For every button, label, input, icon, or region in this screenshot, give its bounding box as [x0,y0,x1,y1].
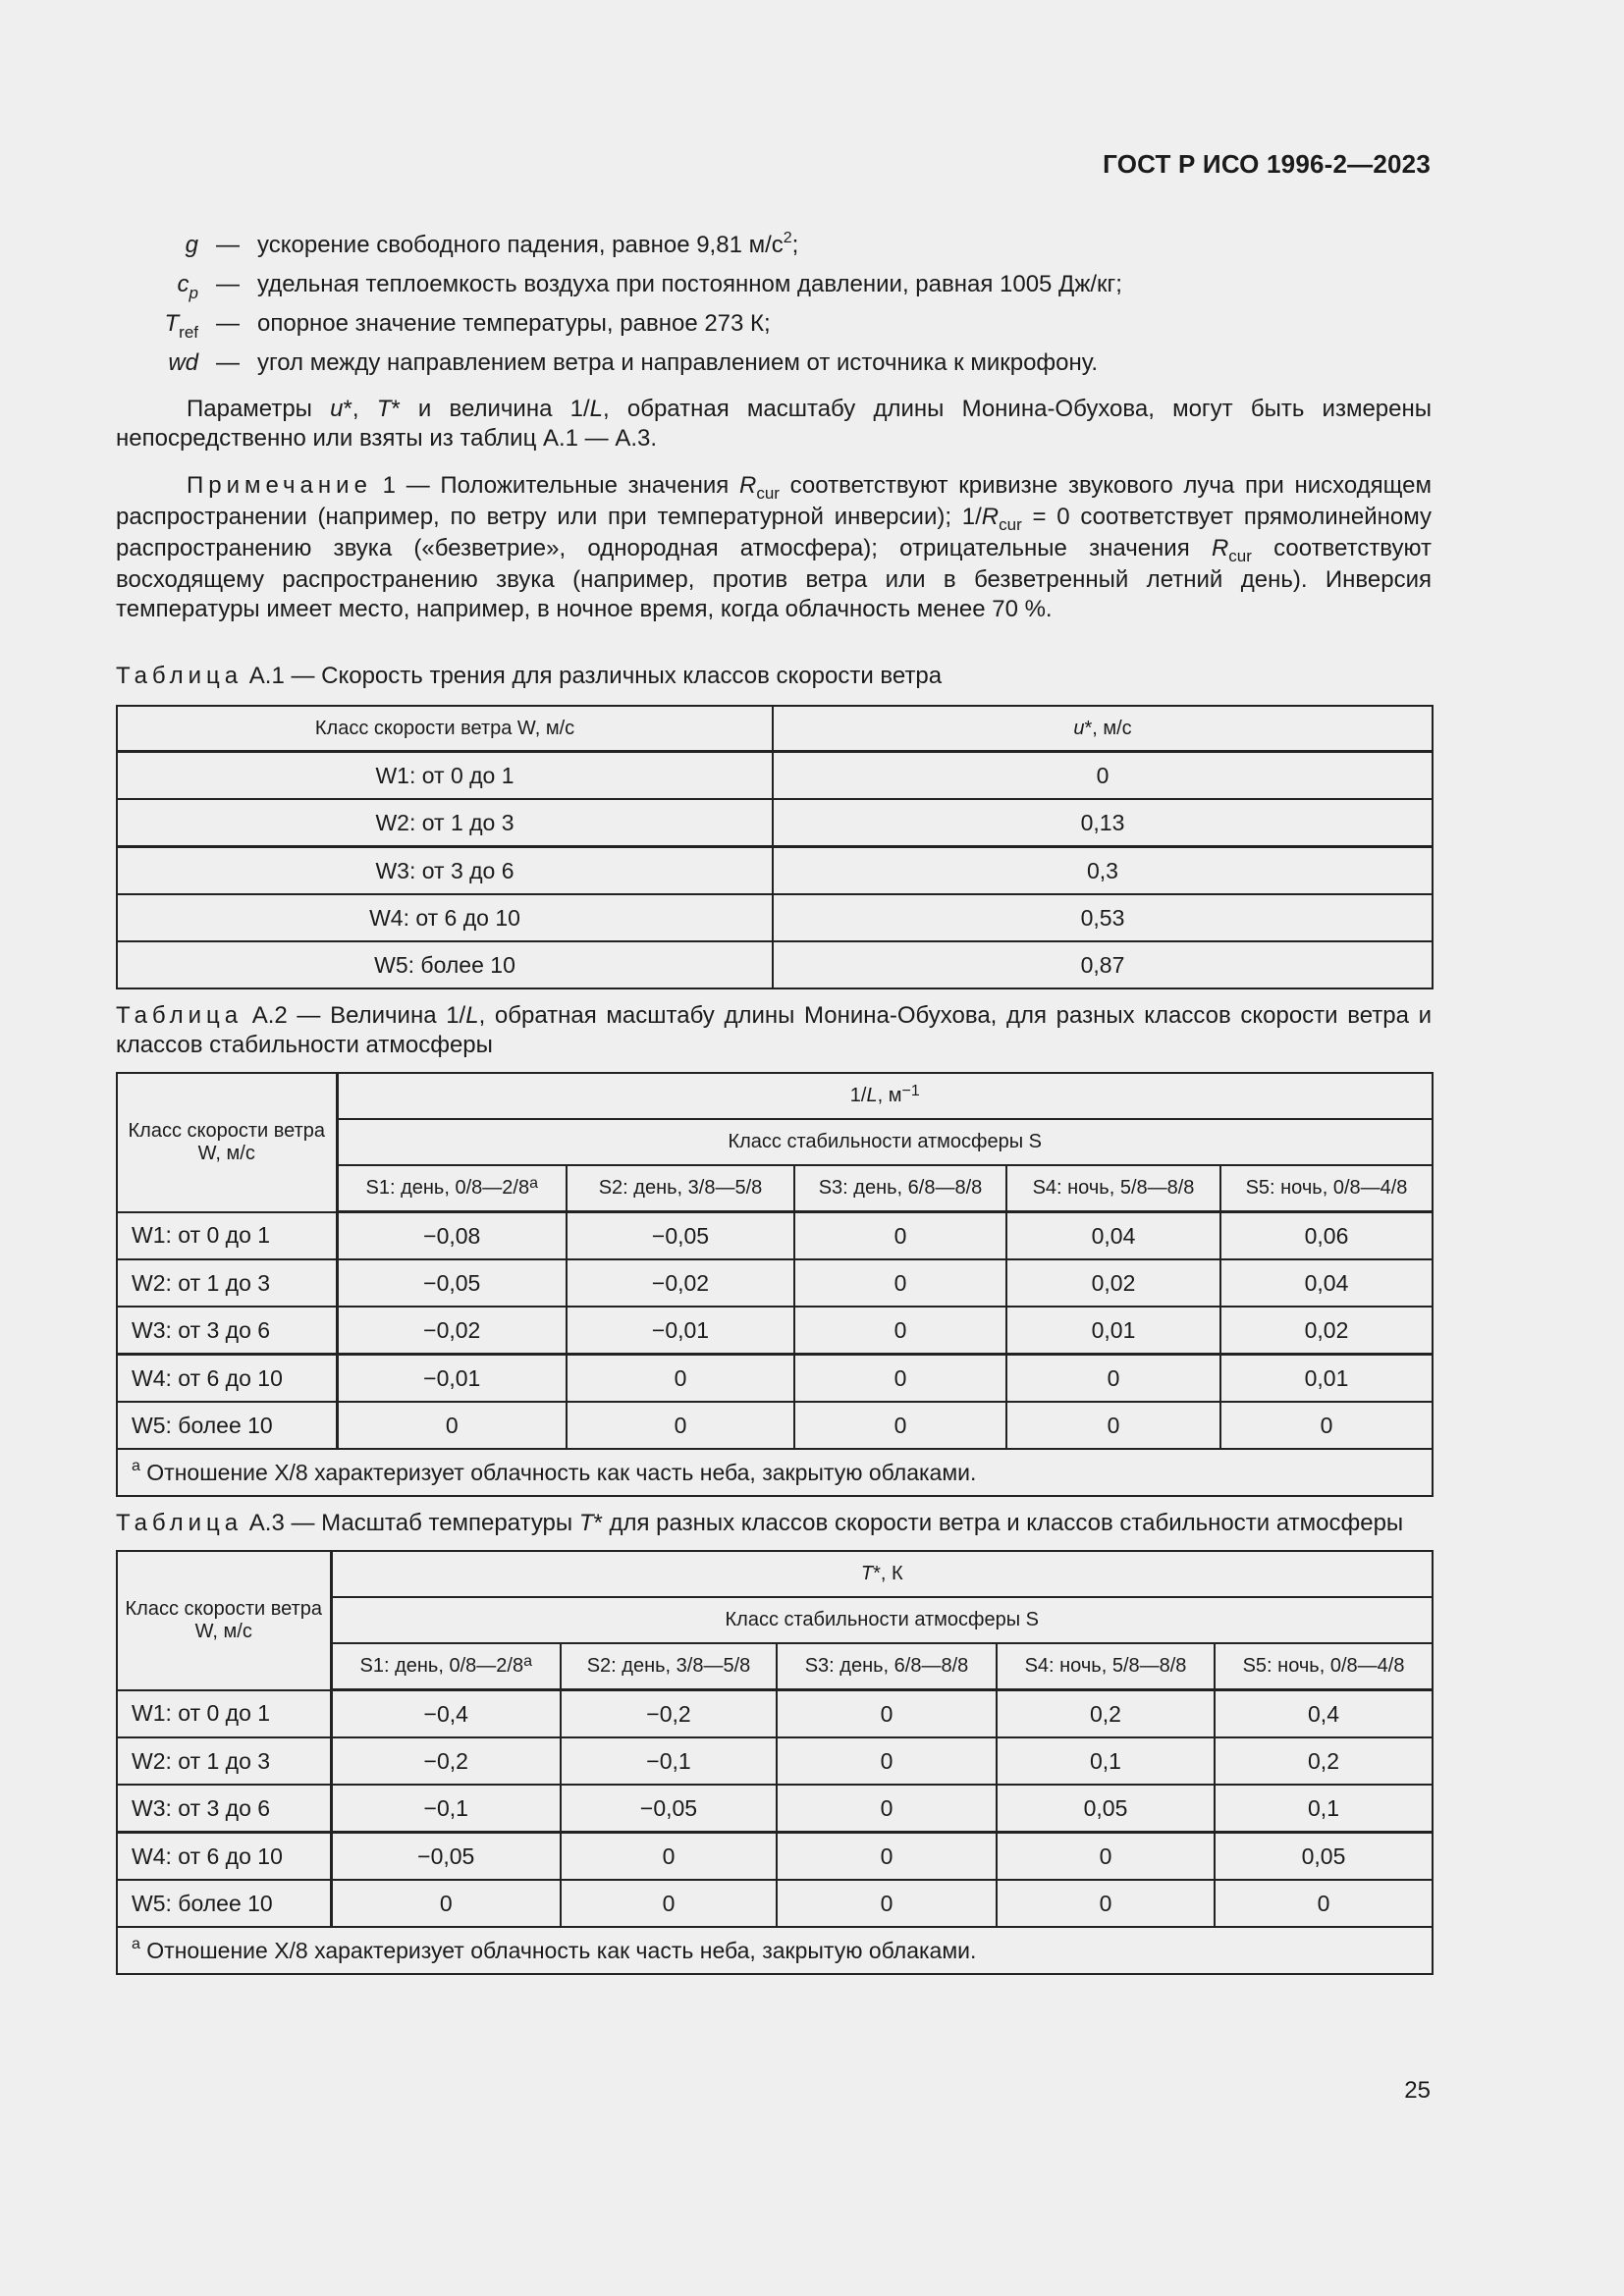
table-cell: −0,02 [337,1307,567,1355]
definition-cp [116,271,1432,310]
page-number: 25 [1404,2077,1431,2104]
note-1: Примечание 1 — Положительные значения $R_{cur}$ соответствуют кривизне звукового луча при нисходящем распространении (например, по ветру или при температурной инверсии); $1/R_{cur} = 0$ соответствует прямолинейному распространению звука («безветрие», однородная атмосфера); отрицательные значения $R_{cur}$ соответствуют восходящему распространению звука (например, против ветра или в безветренный летний день). Инверсия температуры имеет место, например, в ночное время, когда облачность менее 70 %. [116,472,1433,622]
table-row [117,894,1433,941]
table-cell: W2: от 1 до 3 [117,799,773,847]
table-cell: −0,2 [331,1737,561,1785]
page-content [116,232,1432,1975]
table-row [117,1785,1433,1833]
table-header-row [117,706,1433,752]
table-header-cell: u*, м/с [773,706,1433,752]
table-cell: W5: более 10 [117,1880,331,1927]
table-cell: 0,06 [1220,1212,1433,1260]
table-a2-caption: Таблица А.2 — Величина 1/L, обратная масштабу длины Монина-Обухова, для разных классов скорости ветра и классов стабильности атмосферы [116,1002,1432,1058]
table-cell: W2: от 1 до 3 [117,1737,331,1785]
definition-symbol: g [185,232,198,258]
table-cell: 0 [794,1402,1006,1449]
table-cell: 0 [777,1737,997,1785]
table-cell: W3: от 3 до 6 [117,1307,337,1355]
table-footnote: $^a$ Отношение X/8 характеризует облачность как часть неба, закрытую облаками. [117,1449,1433,1496]
definition-dash: — [216,271,240,297]
table-row [117,1690,1433,1738]
table-cell: 0 [777,1785,997,1833]
table-cell: 0 [1006,1402,1220,1449]
table-cell: −0,02 [567,1259,794,1307]
quantity-header: T*, К [331,1551,1433,1597]
table-cell: −0,1 [561,1737,777,1785]
table-cell: 0 [794,1355,1006,1403]
stability-class-header: Класс стабильности атмосферы S [331,1597,1433,1643]
table-cell: W4: от 6 до 10 [117,894,773,941]
table-cell: 0 [777,1690,997,1738]
table-row [117,1355,1433,1403]
definition-symbol: $T_{ref}$ [164,310,198,342]
definition-text: удельная теплоемкость воздуха при постоянном давлении, равная 1005 Дж/кг; [257,271,1122,297]
row-header-title: Класс скорости ветра W, м/с [117,1073,337,1212]
table-footnote: $^a$ Отношение X/8 характеризует облачность как часть неба, закрытую облаками. [117,1927,1433,1974]
table-cell: −0,01 [337,1355,567,1403]
table-cell: W2: от 1 до 3 [117,1259,337,1307]
document-id: ГОСТ Р ИСО 1996-2—2023 [1103,149,1431,179]
table-cell: −0,05 [567,1212,794,1260]
table-a1 [116,705,1434,989]
table-row [117,752,1433,800]
table-row [117,799,1433,847]
definition-text: угол между направлением ветра и направлением от источника к микрофону. [257,349,1099,376]
table-cell: −0,1 [331,1785,561,1833]
table-cell: 0 [997,1880,1215,1927]
table-cell: 0 [331,1880,561,1927]
table-cell: −0,2 [561,1690,777,1738]
table-cell: W1: от 0 до 1 [117,1212,337,1260]
table-footnote-row [117,1449,1433,1496]
table-cell: 0 [567,1355,794,1403]
table-cell: 0,01 [1006,1307,1220,1355]
parameters-paragraph: Параметры u*, T* и величина 1/L, обратная масштабу длины Монина-Обухова, могут быть измерены непосредственно или взяты из таблиц А.1 — А.3. [116,396,1432,452]
row-header-title: Класс скорости ветра W, м/с [117,1551,331,1690]
table-row [117,1212,1433,1260]
table-header-cell: S5: ночь, 0/8—4/8 [1220,1165,1433,1212]
table-row [117,1737,1433,1785]
table-cell: −0,4 [331,1690,561,1738]
table-a3-caption: Таблица А.3 — Масштаб температуры T* для разных классов скорости ветра и классов стабильности атмосферы [116,1510,1404,1536]
definitions-list [116,232,1432,389]
table-cell: 0 [997,1833,1215,1881]
table-cell: 0 [1220,1402,1433,1449]
table-cell: 0,53 [773,894,1433,941]
table-header-cell: S4: ночь, 5/8—8/8 [997,1643,1215,1690]
table-cell: 0,01 [1220,1355,1433,1403]
table-cell: 0,13 [773,799,1433,847]
table-row [117,1307,1433,1355]
definition-wd [116,349,1432,389]
table-cell: W4: от 6 до 10 [117,1833,331,1881]
table-header-cell: S5: ночь, 0/8—4/8 [1215,1643,1433,1690]
table-cell: 0,4 [1215,1690,1433,1738]
table-cell: 0,2 [1215,1737,1433,1785]
table-cell: 0 [567,1402,794,1449]
definition-symbol: $c_p$ [177,271,198,302]
table-cell: 0,04 [1006,1212,1220,1260]
table-cell: −0,01 [567,1307,794,1355]
table-header-cell: S3: день, 6/8—8/8 [777,1643,997,1690]
table-cell: W5: более 10 [117,1402,337,1449]
definition-tref [116,310,1432,349]
table-cell: 0 [1006,1355,1220,1403]
table-cell: W5: более 10 [117,941,773,988]
table-cell: 0 [794,1307,1006,1355]
table-row [117,847,1433,895]
table-cell: 0,02 [1006,1259,1220,1307]
table-cell: 0 [1215,1880,1433,1927]
quantity-header: 1/L, $м^{-1}$ [337,1073,1433,1119]
table-row [117,1833,1433,1881]
table-cell: W3: от 3 до 6 [117,1785,331,1833]
table-header-cell: S2: день, 3/8—5/8 [561,1643,777,1690]
table-cell: −0,05 [337,1259,567,1307]
table-header-row [117,1073,1433,1119]
table-row [117,1880,1433,1927]
table-header-cell: Класс скорости ветра W, м/с [117,706,773,752]
table-cell: 0,04 [1220,1259,1433,1307]
table-cell: −0,05 [331,1833,561,1881]
definition-g [116,232,1432,271]
table-cell: −0,05 [561,1785,777,1833]
table-cell: 0 [794,1212,1006,1260]
definition-symbol: wd [168,349,198,376]
table-cell: 0,05 [997,1785,1215,1833]
table-cell: 0 [773,752,1433,800]
stability-class-header: Класс стабильности атмосферы S [337,1119,1433,1165]
table-a2 [116,1072,1434,1497]
table-cell: 0,87 [773,941,1433,988]
table-cell: 0 [561,1833,777,1881]
table-header-cell: S3: день, 6/8—8/8 [794,1165,1006,1212]
table-header-cell: S1: день, 0/8—2/8$^a$ [331,1643,561,1690]
definition-dash: — [216,310,240,337]
table-header-cell: S2: день, 3/8—5/8 [567,1165,794,1212]
table-cell: 0 [561,1880,777,1927]
table-cell: 0 [794,1259,1006,1307]
definition-dash: — [216,232,240,258]
table-row [117,941,1433,988]
table-cell: 0,3 [773,847,1433,895]
table-cell: W1: от 0 до 1 [117,1690,331,1738]
table-cell: 0,1 [997,1737,1215,1785]
table-cell: W4: от 6 до 10 [117,1355,337,1403]
table-cell: 0,05 [1215,1833,1433,1881]
table-footnote-row [117,1927,1433,1974]
definition-text: ускорение свободного падения, равное 9,81 $м/с^2$; [257,230,799,258]
table-cell: 0,1 [1215,1785,1433,1833]
table-header-cell: S4: ночь, 5/8—8/8 [1006,1165,1220,1212]
table-cell: 0 [777,1880,997,1927]
table-header-row [117,1551,1433,1597]
table-header-cell: S1: день, 0/8—2/8$^a$ [337,1165,567,1212]
note-label: Примечание [187,472,372,499]
definition-text: опорное значение температуры, равное 273 К; [257,310,771,337]
table-cell: 0 [337,1402,567,1449]
table-a1-caption: Таблица А.1 — Скорость трения для различных классов скорости ветра [116,663,943,689]
table-row [117,1402,1433,1449]
table-row [117,1259,1433,1307]
table-cell: 0 [777,1833,997,1881]
table-cell: 0,02 [1220,1307,1433,1355]
table-cell: −0,08 [337,1212,567,1260]
table-cell: 0,2 [997,1690,1215,1738]
table-cell: W1: от 0 до 1 [117,752,773,800]
table-cell: W3: от 3 до 6 [117,847,773,895]
definition-dash: — [216,349,240,376]
table-a3 [116,1550,1434,1975]
